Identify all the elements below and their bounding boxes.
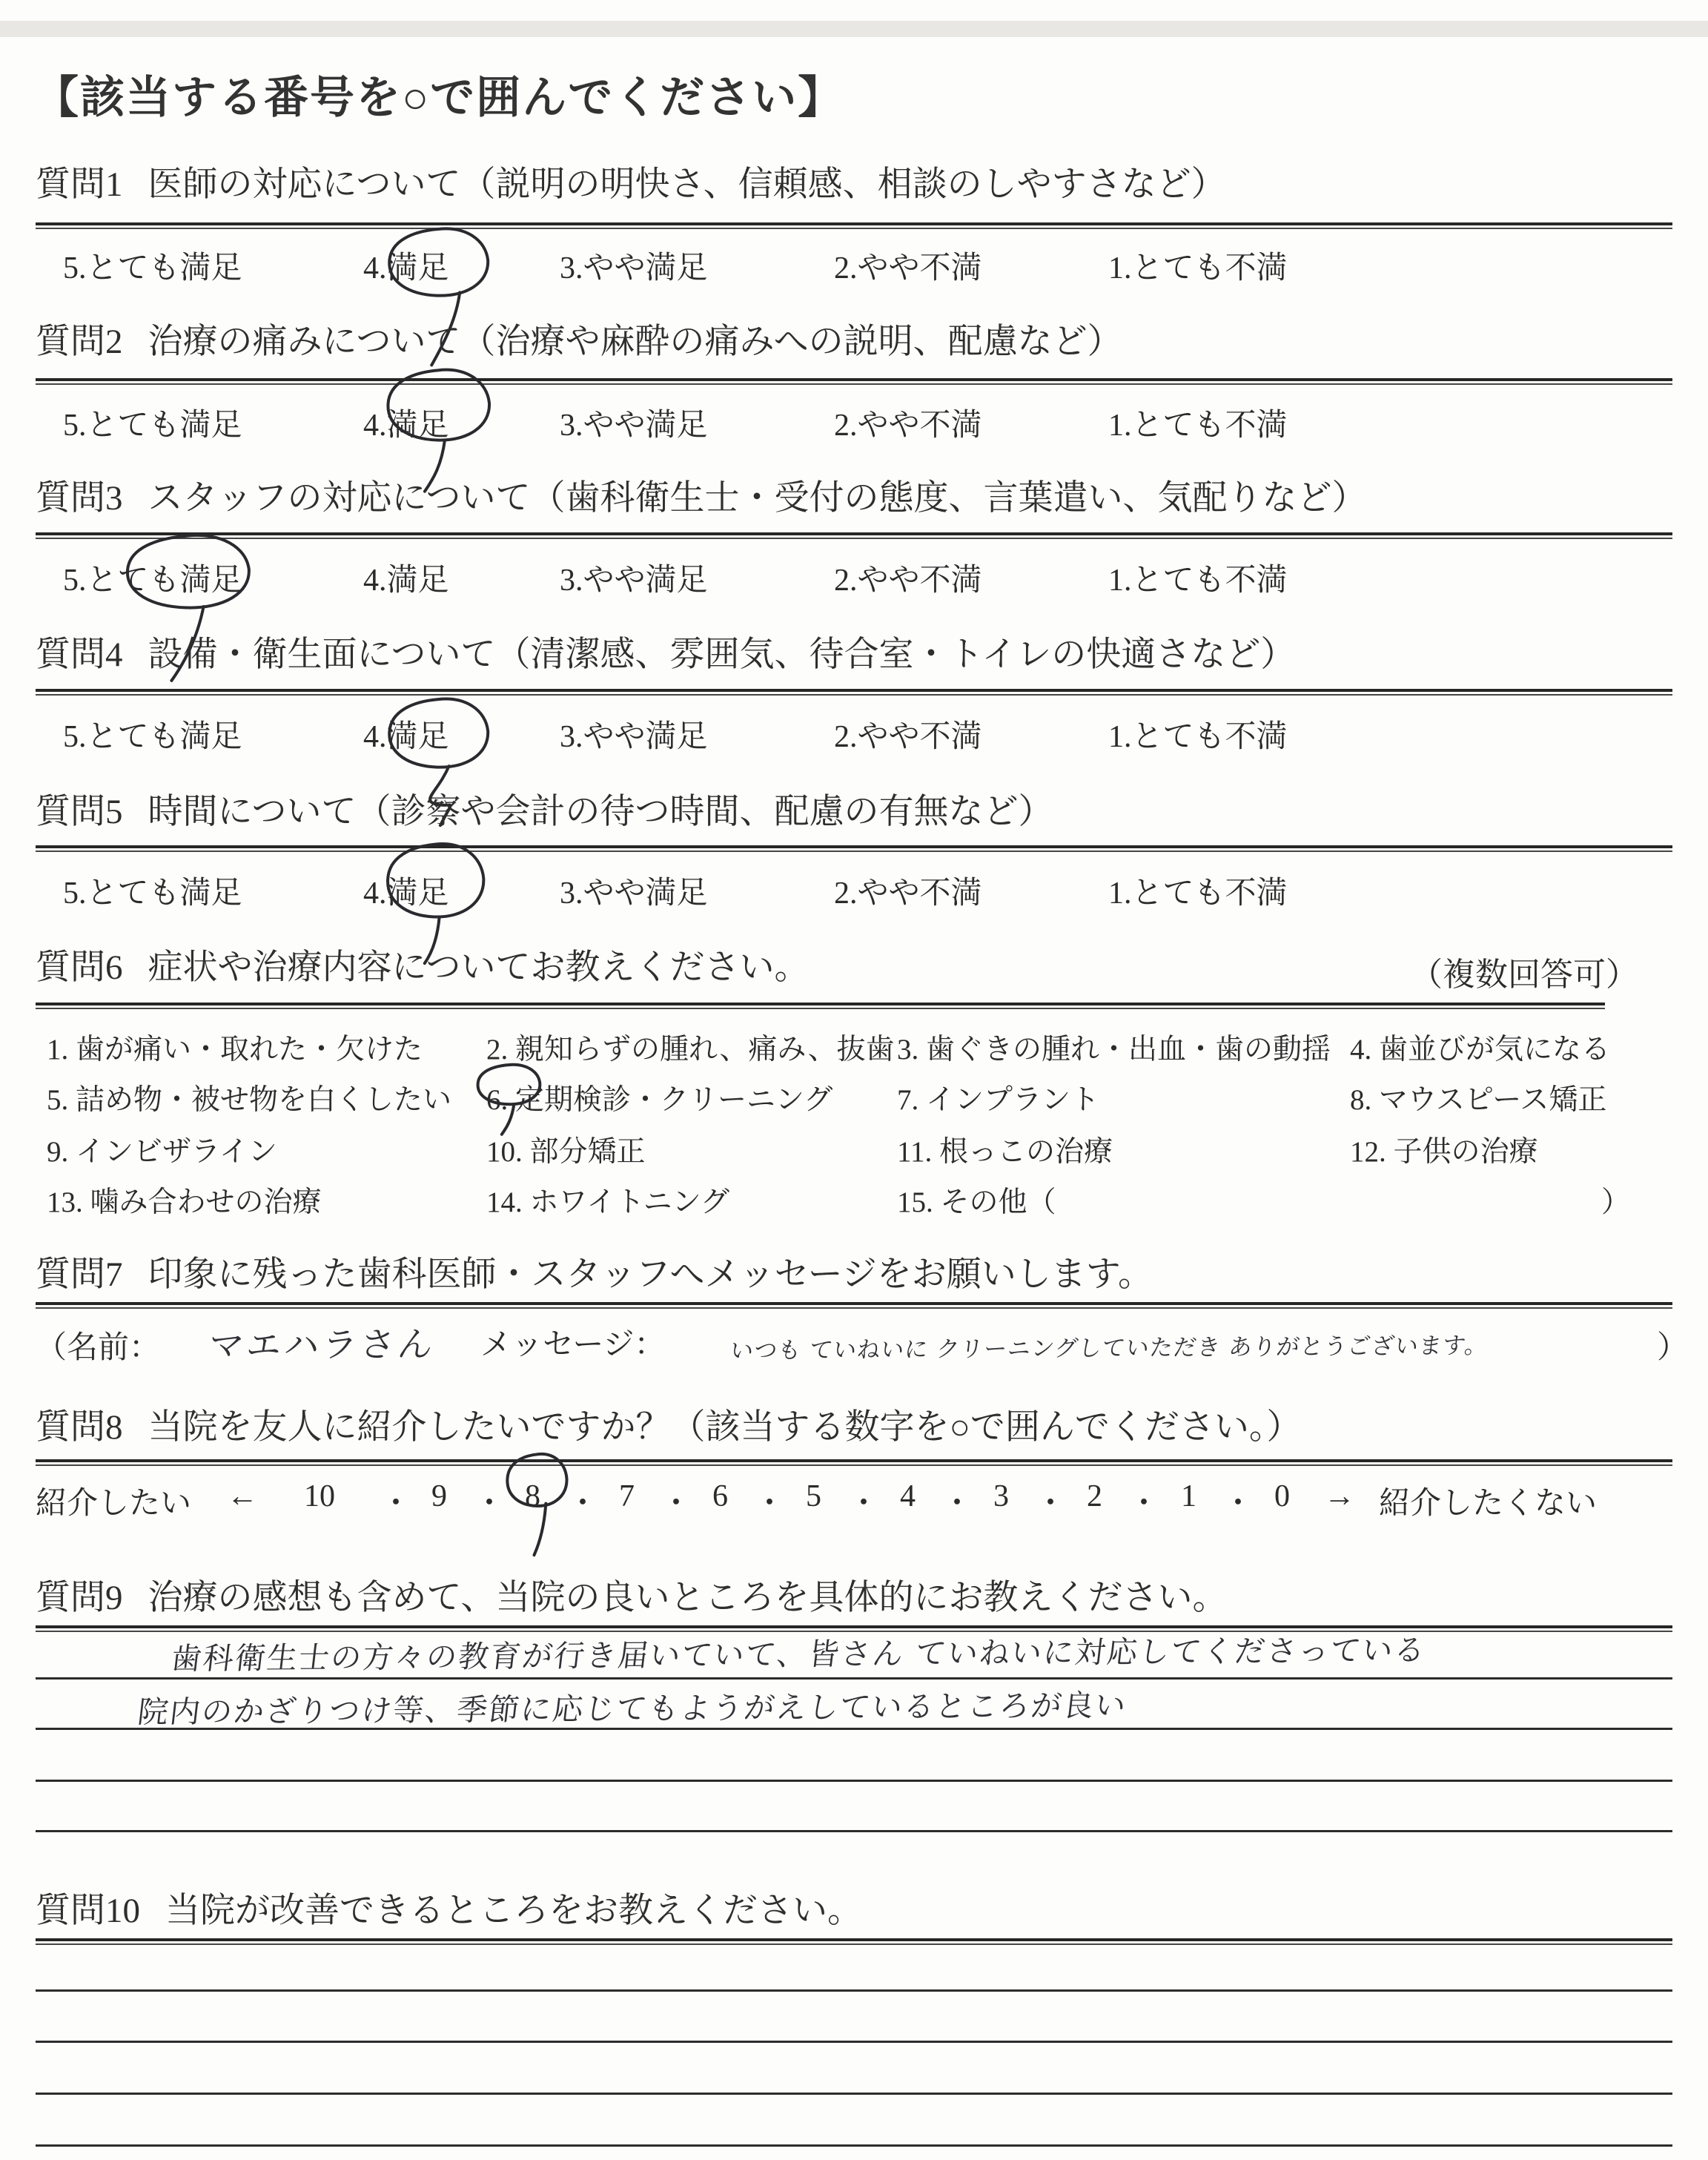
dot-separator: ・ xyxy=(1128,1487,1160,1521)
question-label: 質問7 xyxy=(36,1255,123,1294)
rating-option: 3.やや満足 xyxy=(560,409,708,443)
rating-option: 2.やや不満 xyxy=(834,876,982,911)
rating-option: 3.やや満足 xyxy=(560,564,708,598)
question-6 xyxy=(36,948,1672,1244)
closing-paren: ） xyxy=(1657,1331,1689,1365)
treatment-item-11: 11. 根っこの治療 xyxy=(897,1136,1113,1168)
question-2 xyxy=(36,322,1672,478)
question-9-heading xyxy=(36,1578,1228,1618)
nps-1: 1 xyxy=(1181,1479,1196,1513)
right-arrow-icon: → xyxy=(1324,1479,1355,1513)
nps-2: 2 xyxy=(1087,1479,1102,1513)
dot-separator: ・ xyxy=(1035,1487,1067,1521)
message-field-label: メッセージ： xyxy=(480,1328,666,1362)
handwritten-message: いつも ていねいに クリーニングしていただき ありがとうございます。 xyxy=(729,1332,1490,1364)
question-text: 治療の痛みについて（治療や麻酔の痛みへの説明、配慮など） xyxy=(148,323,1122,361)
handwritten-comment-line-1: 歯科衛生士の方々の教育が行き届いていて、皆さん ていねいに対応してくださっている xyxy=(169,1632,1429,1677)
handwritten-comment-line-2: 院内のかざりつけ等、季節に応じてもようがえしているところが良い xyxy=(136,1687,1129,1730)
question-text: 印象に残った歯科医師・スタッフへメッセージをお願いします。 xyxy=(148,1255,1153,1294)
rating-option: 5.とても満足 xyxy=(63,409,242,443)
rating-option: 2.やや不満 xyxy=(834,409,982,443)
nps-8-selected: 8 xyxy=(525,1479,540,1513)
answer-line xyxy=(36,2144,1672,2147)
name-field-label: （名前： xyxy=(36,1331,161,1365)
rating-option: 1.とても不満 xyxy=(1108,409,1288,443)
question-label: 質問10 xyxy=(36,1892,140,1930)
question-label: 質問3 xyxy=(36,479,123,518)
question-label: 質問4 xyxy=(36,635,123,674)
answer-line xyxy=(36,2041,1672,2043)
question-6-heading xyxy=(36,948,810,988)
treatment-item-4: 4. 歯並びが気になる xyxy=(1350,1034,1611,1066)
question-1-heading xyxy=(36,165,1226,205)
question-text: 当院が改善できるところをお教えください。 xyxy=(165,1892,862,1930)
answer-line xyxy=(36,1677,1672,1680)
treatment-item-9: 9. インビザライン xyxy=(47,1136,277,1168)
rating-option-selected: 4.満足 xyxy=(363,876,449,911)
dot-separator: ・ xyxy=(941,1487,973,1521)
question-label: 質問2 xyxy=(36,323,123,361)
question-5 xyxy=(36,792,1672,948)
nps-right-label: 紹介したくない xyxy=(1379,1487,1598,1521)
question-label: 質問1 xyxy=(36,165,123,204)
question-4 xyxy=(36,635,1672,798)
treatment-item-14: 14. ホワイトニング xyxy=(486,1186,729,1218)
treatment-item-5: 5. 詰め物・被せ物を白くしたい xyxy=(47,1084,452,1116)
rating-option: 1.とても不満 xyxy=(1108,876,1288,911)
header-rule xyxy=(36,222,1672,229)
question-label: 質問8 xyxy=(36,1408,123,1447)
handwritten-name: マエハラさん xyxy=(206,1324,438,1367)
question-8 xyxy=(36,1407,1672,1571)
dot-separator: ・ xyxy=(380,1487,412,1521)
rating-option: 3.やや満足 xyxy=(560,720,708,754)
treatment-item-3: 3. 歯ぐきの腫れ・出血・歯の動揺 xyxy=(897,1034,1331,1066)
treatment-item-6-selected: 6. 定期検診・クリーニング xyxy=(486,1084,833,1116)
dot-separator: ・ xyxy=(1222,1487,1254,1521)
question-text: 症状や治療内容についてお教えください。 xyxy=(148,948,810,987)
question-text: スタッフの対応について（歯科衛生士・受付の態度、言葉遣い、気配りなど） xyxy=(148,479,1367,518)
treatment-item-2: 2. 親知らずの腫れ、痛み、抜歯 xyxy=(486,1034,895,1066)
rating-option: 1.とても不満 xyxy=(1108,720,1288,754)
other-closing-paren: ） xyxy=(1601,1186,1631,1218)
rating-option: 1.とても不満 xyxy=(1108,564,1288,598)
nps-10: 10 xyxy=(304,1479,335,1513)
question-1 xyxy=(36,165,1672,320)
header-rule xyxy=(36,1302,1672,1309)
nps-7: 7 xyxy=(619,1479,635,1513)
nps-3: 3 xyxy=(993,1479,1009,1513)
dot-separator: ・ xyxy=(848,1487,880,1521)
page-title: 【該当する番号を○で囲んでください】 xyxy=(34,73,844,122)
nps-0: 0 xyxy=(1274,1479,1290,1513)
header-rule xyxy=(36,1938,1672,1945)
rating-option: 2.やや不満 xyxy=(834,251,982,285)
nps-5: 5 xyxy=(806,1479,821,1513)
question-2-heading xyxy=(36,322,1122,362)
question-10 xyxy=(36,1891,1672,2158)
question-8-heading xyxy=(36,1407,1301,1447)
rating-option: 5.とても満足 xyxy=(63,876,242,911)
header-rule xyxy=(36,378,1672,385)
rating-option: 5.とても満足 xyxy=(63,720,242,754)
rating-option-selected: 4.満足 xyxy=(363,720,449,754)
question-7 xyxy=(36,1255,1689,1403)
question-text: 時間について（診察や会計の待つ時間、配慮の有無など） xyxy=(148,793,1053,831)
rating-option: 3.やや満足 xyxy=(560,251,708,285)
nps-left-label: 紹介したい xyxy=(36,1487,192,1521)
question-text: 医師の対応について（説明の明快さ、信頼感、相談のしやすさなど） xyxy=(148,165,1226,204)
rating-option: 5.とても満足 xyxy=(63,251,242,285)
question-9 xyxy=(36,1578,1672,1845)
rating-option-selected: 4.満足 xyxy=(363,251,449,285)
question-5-heading xyxy=(36,792,1053,832)
question-label: 質問9 xyxy=(36,1579,123,1617)
nps-9: 9 xyxy=(431,1479,447,1513)
nps-4: 4 xyxy=(900,1479,916,1513)
question-text: 当院を友人に紹介したいですか？（該当する数字を○で囲んでください。） xyxy=(148,1408,1302,1447)
rating-option: 1.とても不満 xyxy=(1108,251,1288,285)
multiple-answers-note: （複数回答可） xyxy=(1410,957,1638,993)
rating-option: 2.やや不満 xyxy=(834,564,982,598)
dot-separator: ・ xyxy=(661,1487,692,1521)
treatment-item-15: 15. その他（ xyxy=(897,1186,1056,1218)
answer-line xyxy=(36,1989,1672,1992)
handwritten-circle-annotation xyxy=(504,1450,569,1563)
question-4-heading xyxy=(36,635,1295,675)
question-text: 設備・衛生面について（清潔感、雰囲気、待合室・トイレの快適さなど） xyxy=(148,635,1296,674)
treatment-item-1: 1. 歯が痛い・取れた・欠けた xyxy=(47,1034,423,1066)
question-3 xyxy=(36,478,1672,634)
treatment-item-8: 8. マウスピース矯正 xyxy=(1350,1084,1607,1116)
treatment-item-13: 13. 噛み合わせの治療 xyxy=(47,1186,322,1218)
answer-line xyxy=(36,1830,1672,1832)
dot-separator: ・ xyxy=(754,1487,786,1521)
answer-line xyxy=(36,1780,1672,1782)
rating-option: 2.やや不満 xyxy=(834,720,982,754)
rating-option-selected: 4.満足 xyxy=(363,409,449,443)
rating-option: 3.やや満足 xyxy=(560,876,708,911)
question-3-heading xyxy=(36,478,1367,518)
rating-option-selected: 5.とても満足 xyxy=(63,564,242,598)
header-rule xyxy=(36,689,1672,696)
rating-option: 4.満足 xyxy=(363,564,449,598)
question-label: 質問5 xyxy=(36,793,123,831)
question-text: 治療の感想も含めて、当院の良いところを具体的にお教えください。 xyxy=(148,1579,1228,1617)
treatment-item-7: 7. インプラント xyxy=(897,1084,1100,1116)
dot-separator: ・ xyxy=(567,1487,599,1521)
question-10-heading xyxy=(36,1891,862,1931)
answer-line xyxy=(36,1728,1672,1730)
scan-artifact-band xyxy=(0,21,1708,37)
header-rule xyxy=(36,845,1672,852)
left-arrow-icon: ← xyxy=(227,1479,258,1513)
question-7-heading xyxy=(36,1255,1153,1295)
header-rule xyxy=(36,1459,1672,1466)
answer-line xyxy=(36,2093,1672,2095)
treatment-item-10: 10. 部分矯正 xyxy=(486,1136,646,1168)
dot-separator: ・ xyxy=(474,1487,506,1521)
nps-6: 6 xyxy=(712,1479,728,1513)
treatment-item-12: 12. 子供の治療 xyxy=(1350,1136,1538,1168)
header-rule xyxy=(36,532,1672,539)
header-rule xyxy=(36,1003,1605,1009)
question-label: 質問6 xyxy=(36,948,123,987)
